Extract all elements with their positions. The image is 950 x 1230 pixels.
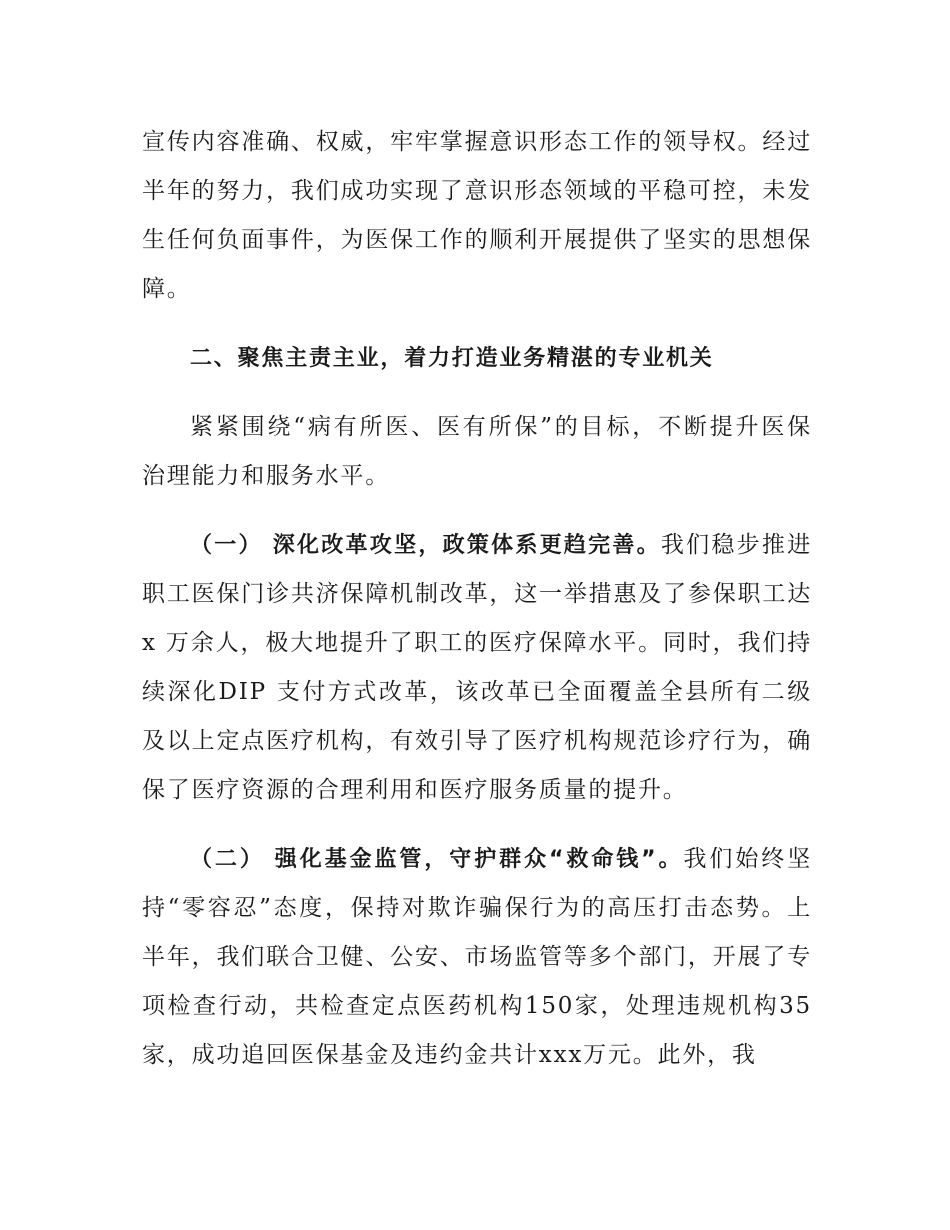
subsection-2-body: 我们始终坚持“零容忍”态度，保持对欺诈骗保行为的高压打击态势。上半年，我们联合卫健、公安、市场监管等多个部门，开展了专项检查行动，共检查定点医药机构150家，处理违规机构35家，成功追回医保基金及违约金共计xxx万元。此外，我	[142, 846, 813, 1068]
paragraph-ideology-summary: 宣传内容准确、权威，牢牢掌握意识形态工作的领导权。经过半年的努力，我们成功实现了意识形态领域的平稳可控，未发生任何负面事件，为医保工作的顺利开展提供了坚实的思想保障。	[142, 129, 812, 302]
document-page	[142, 118, 812, 1080]
subsection-1-label: （一）	[190, 533, 263, 558]
paragraph-gap	[142, 815, 812, 835]
section-heading-2: 二、聚焦主责主业，着力打造业务精湛的专业机关	[190, 346, 714, 371]
subsection-2	[142, 835, 812, 1080]
paragraph-gap	[142, 383, 812, 403]
subsection-1-body: 我们稳步推进职工医保门诊共济保障机制改革，这一举措惠及了参保职工达 x 万余人，极大地提升了职工的医疗保障水平。同时，我们持续深化DIP 支付方式改革，该改革已全面覆盖全县所有二级及以上定点医疗机构，有效引导了医疗机构规范诊疗行为，确保了医疗资源的合理利用和医疗服务质量的提升。	[142, 532, 812, 803]
subsection-1-title: 深化改革攻坚，政策体系更趋完善。	[272, 533, 661, 558]
paragraph-gap	[142, 501, 812, 521]
paragraph-gap	[142, 314, 812, 334]
subsection-1	[142, 521, 812, 815]
subsection-2-label: （二）	[190, 847, 265, 872]
subsection-2-title: 强化基金监管，守护群众“救命钱”。	[274, 847, 684, 872]
paragraph-section-intro: 紧紧围绕“病有所医、医有所保”的目标，不断提升医保治理能力和服务水平。	[142, 414, 812, 489]
